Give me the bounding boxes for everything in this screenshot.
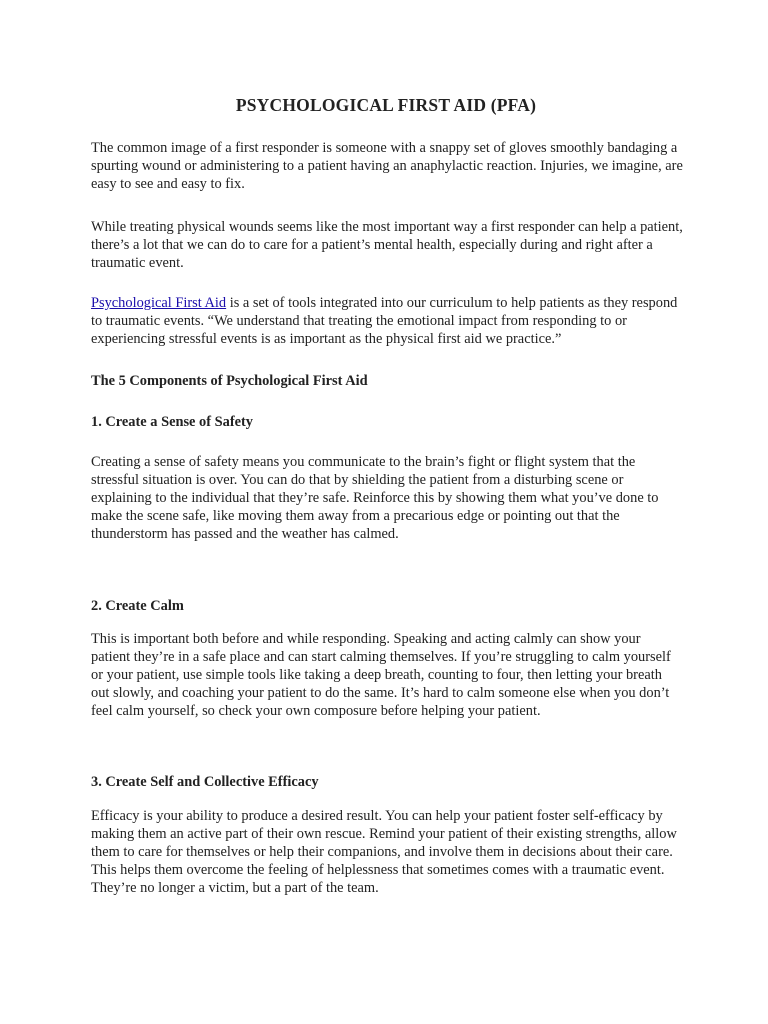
section-3-heading: 3. Create Self and Collective Efficacy [91, 774, 319, 790]
document-title: PSYCHOLOGICAL FIRST AID (PFA) [235, 95, 537, 115]
section-3-body: Efficacy is your ability to produce a desired result. You can help your patient foster self-efficacy by making them an active part of their own rescue. Remind your patient of their existing strengths, allow them to care for themselves or help their companions, and involve them in decisions about their care. This helps them overcome the feeling of helplessness that sometimes comes with a traumatic event. They’re no longer a victim, but a part of the team. [91, 808, 677, 896]
intro-paragraph-3-text: is a set of tools integrated into our curriculum to help patients as they respond to traumatic events. “We understand that treating the emotional impact from responding to or experiencing stressful events is as important as the physical first aid we practice.” [91, 295, 678, 347]
components-heading: The 5 Components of Psychological First Aid [91, 373, 368, 389]
intro-paragraph-1: The common image of a first responder is someone with a snappy set of gloves smoothly bandaging a spurting wound or administering to a patient having an anaphylactic reaction. Injuries, we imagine, are easy to see and easy to fix. [91, 140, 683, 192]
intro-paragraph-2: While treating physical wounds seems like the most important way a first responder can help a patient, there’s a lot that we can do to care for a patient’s mental health, especially during and right after a traumatic event. [91, 219, 683, 271]
section-1-heading: 1. Create a Sense of Safety [91, 414, 253, 430]
intro-paragraph-3 [91, 294, 683, 348]
section-1-body: Creating a sense of safety means you communicate to the brain’s fight or flight system that the stressful situation is over. You can do that by shielding the patient from a disturbing scene or explaining to the individual that they’re safe. Reinforce this by showing them what you’ve done to make the scene safe, like moving them away from a precarious edge or pointing out that the thunderstorm has passed and the weather has calmed. [91, 454, 659, 542]
section-2-body: This is important both before and while responding. Speaking and acting calmly can show your patient they’re in a safe place and can start calming themselves. If you’re struggling to calm yourself or your patient, use simple tools like taking a deep breath, counting to four, then letting your breath out slowly, and coaching your patient to do the same. It’s hard to calm someone else when you don’t feel calm yourself, so check your own composure before helping your patient. [91, 631, 671, 719]
psychological-first-aid-link[interactable]: Psychological First Aid [91, 295, 227, 311]
section-2-heading: 2. Create Calm [91, 598, 184, 614]
